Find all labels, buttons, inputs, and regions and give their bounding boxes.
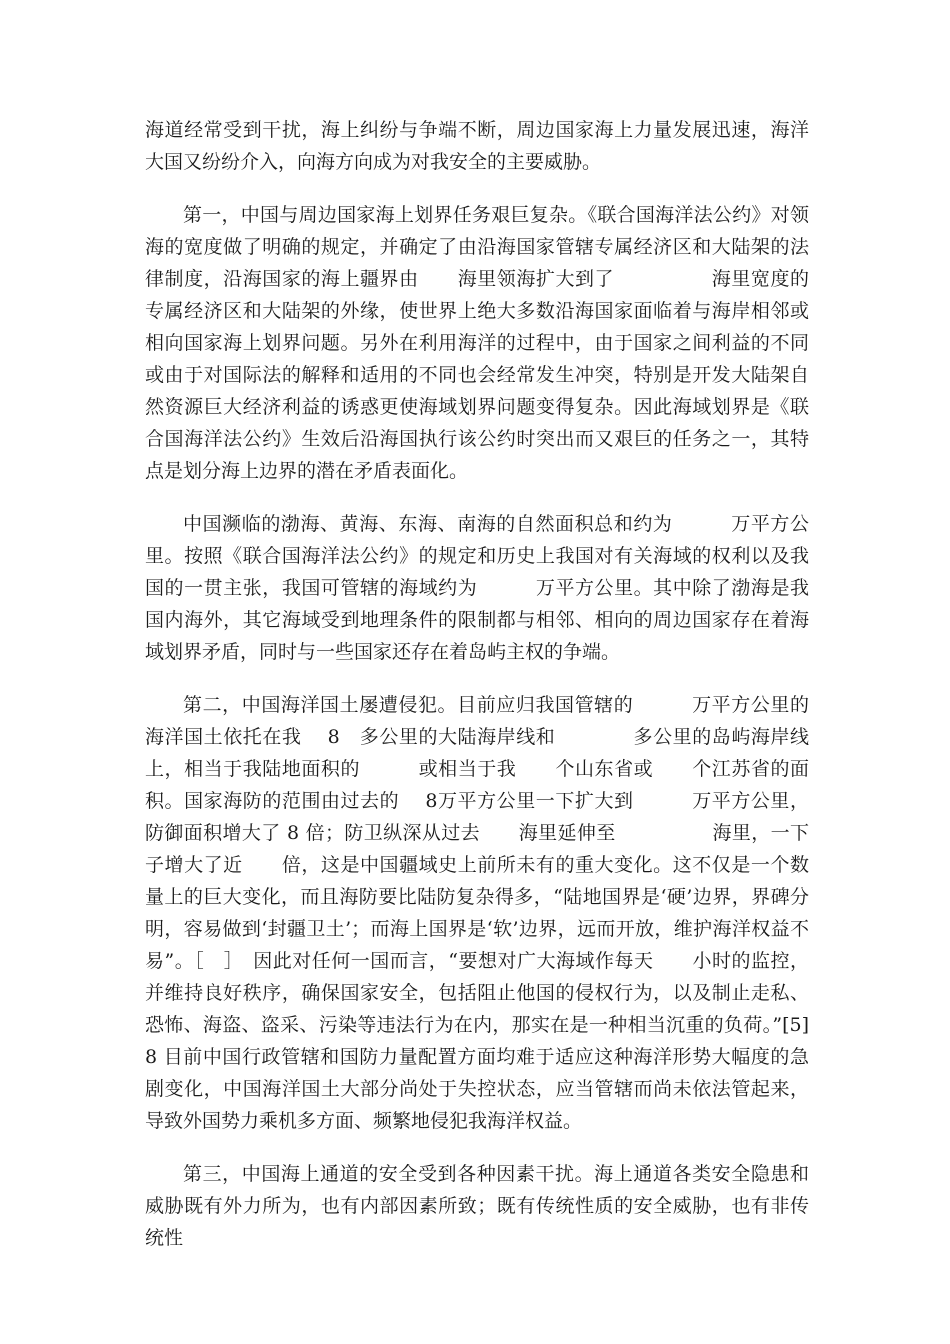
document-page [145, 114, 809, 1275]
paragraph-third-point: 第三，中国海上通道的安全受到各种因素干扰。海上通道各类安全隐患和威胁既有外力所为，也有内部因素所致；既有传统性质的安全威胁，也有非传统性 [145, 1163, 809, 1249]
paragraph-intro: 海道经常受到干扰，海上纠纷与争端不断，周边国家海上力量发展迅速，海洋大国又纷纷介入，向海方向成为对我安全的主要威胁。 [145, 119, 809, 173]
paragraph-second-point: 第二，中国海洋国土屡遭侵犯。目前应归我国管辖的 万平方公里的海洋国土依托在我 8 多公里的大陆海岸线和 多公里的岛屿海岸线上，相当于我陆地面积的 或相当于我 个山东省或 个江苏省的面积。国家海防的范围由过去的 8万平方公里一下扩大到 万平方公里，防御面积增大了 8 倍；防卫纵深从过去 海里延伸至 海里，一下子增大了近 倍，这是中国疆域史上前所未有的重大变化。这不仅是一个数量上的巨大变化，而且海防要比陆防复杂得多，“陆地国界是‘硬’边界，界碑分明，容易做到‘封疆卫土’；而海上国界是‘软’边界，远而开放，维护海洋权益不易”。［ ］ 因此对任何一国而言，“要想对广大海域作每天 小时的监控，并维持良好秩序，确保国家安全，包括阻止他国的侵权行为，以及制止走私、恐怖、海盗、盗采、污染等违法行为在内，那实在是一种相当沉重的负荷。”[5]8 目前中国行政管辖和国防力量配置方面均难于适应这种海洋形势大幅度的急剧变化，中国海洋国土大部分尚处于失控状态，应当管辖而尚未依法管起来，导致外国势力乘机多方面、频繁地侵犯我海洋权益。 [145, 694, 809, 1132]
paragraph-first-point: 第一，中国与周边国家海上划界任务艰巨复杂。《联合国海洋法公约》对领海的宽度做了明确的规定，并确定了由沿海国家管辖专属经济区和大陆架的法律制度，沿海国家的海上疆界由 海里领海扩大到了 海里宽度的专属经济区和大陆架的外缘，使世界上绝大多数沿海国家面临着与海岸相邻或相向国家海上划界问题。另外在利用海洋的过程中，由于国家之间利益的不同或由于对国际法的解释和适用的不同也会经常发生冲突，特别是开发大陆架自然资源巨大经济利益的诱惑更使海域划界问题变得复杂。因此海域划界是《联合国海洋法公约》生效后沿海国执行该公约时突出而又艰巨的任务之一，其特点是划分海上边界的潜在矛盾表面化。 [145, 204, 809, 482]
paragraph-sea-area: 中国濒临的渤海、黄海、东海、南海的自然面积总和约为 万平方公里。按照《联合国海洋法公约》的规定和历史上我国对有关海域的权利以及我国的一贯主张，我国可管辖的海域约为 万平方公里。其中除了渤海是我国内海外，其它海域受到地理条件的限制都与相邻、相向的周边国家存在着海域划界矛盾，同时与一些国家还存在着岛屿主权的争端。 [145, 513, 809, 663]
